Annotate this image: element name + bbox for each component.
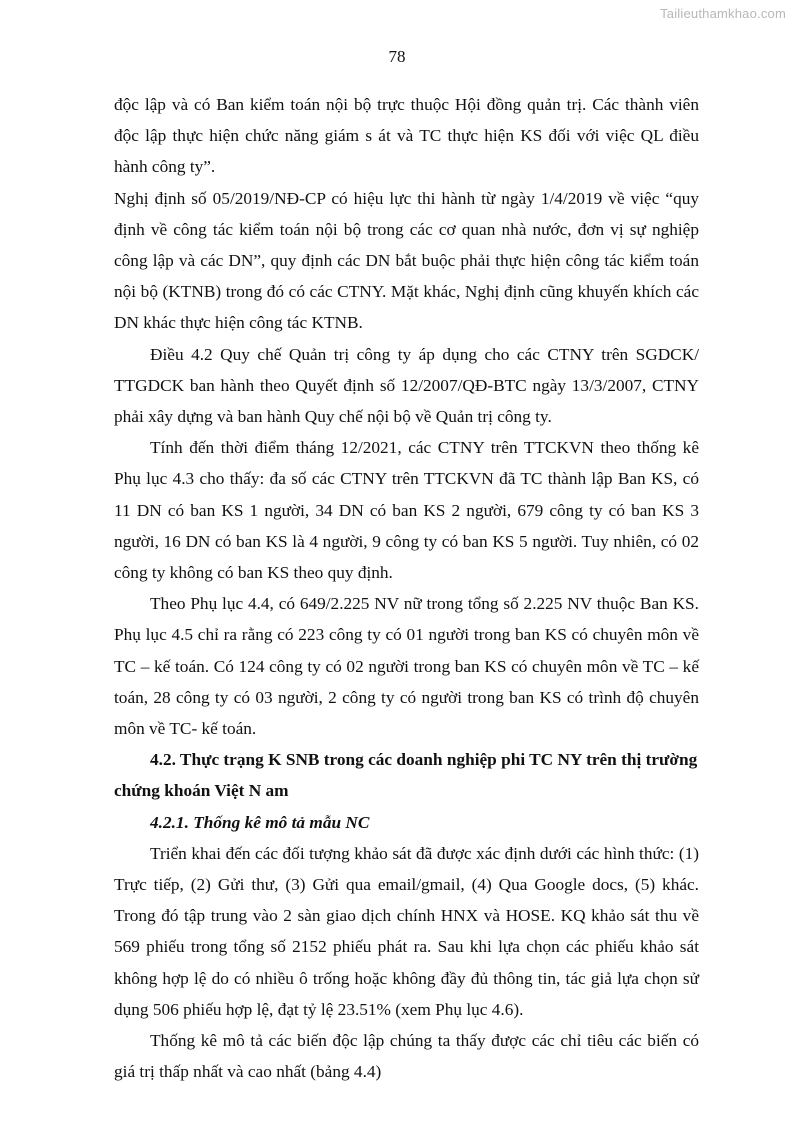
paragraph: Triển khai đến các đối tượng khảo sát đã được xác định dưới các hình thức: (1) Trực tiếp, (2) Gửi thư, (3) Gửi qua email/gmail, (4) Qua Google docs, (5) khác. Trong đó tập trung vào 2 sàn giao dịch chính HNX và HOSE. KQ khảo sát thu về 569 phiếu trong tổng số 2152 phiếu phát ra. Sau khi lựa chọn các phiếu khảo sát không hợp lệ do có nhiều ô trống hoặc không đầy đủ thông tin, tác giả lựa chọn sử dụng 506 phiếu hợp lệ, đạt tỷ lệ 23.51% (xem Phụ lục 4.6). xyxy=(114,843,699,1019)
section-heading: 4.2. Thực trạng K SNB trong các doanh nghiệp phi TC NY trên thị trường chứng khoán Việt N am xyxy=(114,750,698,801)
paragraph: Nghị định số 05/2019/NĐ-CP có hiệu lực thi hành từ ngày 1/4/2019 về việc “quy định về công tác kiểm toán nội bộ trong các cơ quan nhà nước, đơn vị sự nghiệp công lập và các DN”, quy định các DN bắt buộc phải thực hiện công tác kiểm toán nội bộ (KTNB) trong đó có các CTNY. Mặt khác, Nghị định cũng khuyến khích các DN khác thực hiện công tác KTNB. xyxy=(114,188,699,333)
page-number: 78 xyxy=(388,47,406,66)
paragraph: Thống kê mô tả các biến độc lập chúng ta thấy được các chỉ tiêu các biến có giá trị thấp nhất và cao nhất (bảng 4.4) xyxy=(114,1031,699,1082)
subsection-heading: 4.2.1. Thống kê mô tả mẫu NC xyxy=(150,812,370,832)
document-body xyxy=(114,89,699,1088)
paragraph: Điều 4.2 Quy chế Quản trị công ty áp dụng cho các CTNY trên SGDCK/ TTGDCK ban hành theo Quyết định số 12/2007/QĐ-BTC ngày 13/3/2007, CTNY phải xây dựng và ban hành Quy chế nội bộ về Quản trị công ty. xyxy=(114,344,699,427)
paragraph: Theo Phụ lục 4.4, có 649/2.225 NV nữ trong tổng số 2.225 NV thuộc Ban KS. Phụ lục 4.5 chỉ ra rằng có 223 công ty có 01 người trong ban KS có chuyên môn về TC – kế toán. Có 124 công ty có 02 người trong ban KS có chuyên môn về TC – kế toán, 28 công ty có 03 người, 2 công ty có người trong ban KS có trình độ chuyên môn về TC- kế toán. xyxy=(114,594,699,739)
paragraph: Tính đến thời điểm tháng 12/2021, các CTNY trên TTCKVN theo thống kê Phụ lục 4.3 cho thấy: đa số các CTNY trên TTCKVN đã TC thành lập Ban KS, có 11 DN có ban KS 1 người, 34 DN có ban KS 2 người, 679 công ty có ban KS 3 người, 16 DN có ban KS là 4 người, 9 công ty có ban KS 5 người. Tuy nhiên, có 02 công ty không có ban KS theo quy định. xyxy=(114,438,699,583)
watermark: Tailieuthamkhao.com xyxy=(660,6,786,21)
paragraph: độc lập và có Ban kiểm toán nội bộ trực thuộc Hội đồng quản trị. Các thành viên độc lập thực hiện chức năng giám s át và TC thực hiện KS đối với việc QL điều hành công ty”. xyxy=(114,95,699,177)
